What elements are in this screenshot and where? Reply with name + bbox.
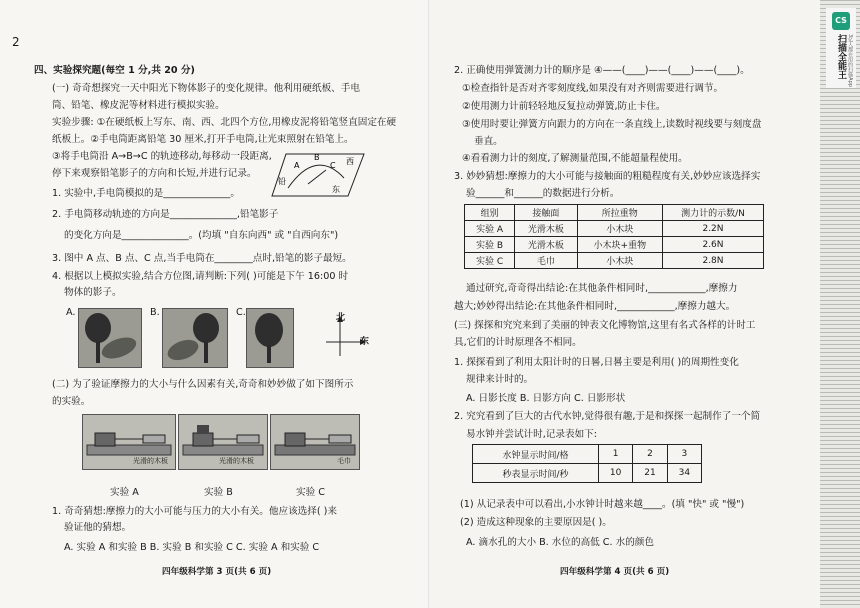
step-text: 垂直。 bbox=[474, 136, 503, 147]
table-row bbox=[473, 445, 702, 464]
table-row bbox=[465, 253, 764, 269]
steps-text: 停下来观察铅笔影子的方向和长短,并进行记录。 bbox=[52, 168, 257, 179]
diagram-label: 西 bbox=[346, 157, 354, 166]
question-r9-options: A. 日影长度 B. 日影方向 C. 日影形状 bbox=[466, 393, 626, 404]
page-right bbox=[430, 0, 860, 608]
table-row bbox=[465, 237, 764, 253]
table-cell: 实验 B bbox=[465, 237, 515, 253]
option-c-image bbox=[246, 308, 294, 368]
table-cell: 小木块 bbox=[577, 253, 662, 269]
diagram-label: 铅 bbox=[278, 177, 286, 186]
steps-text: 纸板上。②手电筒距离铅笔 30 厘米,打开手电筒,让光束照射在铅笔上。 bbox=[52, 134, 354, 145]
table-header: 组别 bbox=[465, 205, 515, 221]
experiment-b-image bbox=[178, 414, 268, 470]
cs-logo-icon: CS bbox=[832, 12, 850, 30]
table-cell: 2.2N bbox=[663, 221, 764, 237]
table-cell: 实验 C bbox=[465, 253, 515, 269]
page-edge bbox=[820, 0, 860, 608]
question-5: 验证他的猜想。 bbox=[64, 522, 132, 533]
table-row bbox=[473, 464, 702, 483]
experiment-a-caption: 实验 A bbox=[110, 487, 139, 498]
step-text: ④看看测力计的刻度,了解测量范围,不能超量程使用。 bbox=[462, 153, 688, 164]
option-c-label: C. bbox=[236, 307, 246, 318]
table-cell: 光滑木板 bbox=[515, 237, 577, 253]
page-footer: 四年级科学第 4 页(共 6 页) bbox=[560, 567, 670, 577]
table-cell: 1 bbox=[598, 445, 632, 464]
margin-mark: 2 bbox=[12, 35, 20, 49]
table-cell: 2.6N bbox=[663, 237, 764, 253]
experiment-a-image bbox=[82, 414, 176, 470]
table-cell: 实验 A bbox=[465, 221, 515, 237]
steps-text: ③将手电筒沿 A→B→C 的轨迹移动,每移动一段距离, bbox=[52, 151, 272, 162]
question-1: 1. 实验中,手电筒模拟的是______________。 bbox=[52, 188, 240, 199]
question-r11: (1) 从记录表中可以看出,小水钟计时越来越____。(填 "快" 或 "慢") bbox=[460, 499, 745, 510]
question-r3: 验______和______的数据进行分析。 bbox=[466, 188, 620, 199]
step-text: ②使用测力计前轻轻地反复拉动弹簧,防止卡住。 bbox=[462, 101, 666, 112]
compass-north-label: 北 bbox=[336, 313, 346, 323]
surface-label: 光滑的木板 bbox=[219, 457, 254, 465]
compass-east-label: 东 bbox=[360, 337, 370, 347]
experiment-c-image bbox=[270, 414, 360, 470]
conclusion-text: 通过研究,奇奇得出结论:在其他条件相同时,____________,摩擦力 bbox=[466, 283, 738, 294]
surface-label: 毛巾 bbox=[337, 457, 351, 465]
question-2: 的变化方向是______________。(均填 "自东向西" 或 "自西向东") bbox=[64, 230, 339, 241]
table-cell: 水钟显示时间/格 bbox=[473, 445, 599, 464]
question-4: 物体的影子。 bbox=[64, 287, 122, 298]
table-cell: 10 bbox=[598, 464, 632, 483]
brand-subtext: 3亿人都在用的扫描App bbox=[847, 34, 853, 87]
step-text: ③使用时要让弹簧方向跟力的方向在一条直线上,读数时视线要与刻度盘 bbox=[462, 119, 762, 130]
question-r10: 易水钟并尝试计时,记录表如下: bbox=[466, 429, 598, 440]
table-header: 测力计的示数/N bbox=[663, 205, 764, 221]
step-text: ①检查指针是否对齐零刻度线,如果没有对齐则需要进行调节。 bbox=[462, 83, 724, 94]
question-3: 3. 图中 A 点、B 点、C 点,当手电筒在________点时,铅笔的影子最短。 bbox=[52, 253, 352, 264]
experiment-b-caption: 实验 B bbox=[204, 487, 233, 498]
question-2: 2. 手电筒移动轨迹的方向是______________,铅笔影子 bbox=[52, 209, 279, 220]
scanner-watermark bbox=[826, 8, 856, 88]
friction-table bbox=[464, 204, 764, 269]
option-b-image bbox=[162, 308, 228, 368]
part1-text: (一) 奇奇想探究一天中阳光下物体影子的变化规律。他利用硬纸板、手电 bbox=[52, 83, 360, 94]
table-cell: 2.8N bbox=[663, 253, 764, 269]
table-cell: 21 bbox=[633, 464, 667, 483]
part3-text: (三) 探探和究究来到了美丽的钟表文化博物馆,这里有名式各样的计时工 bbox=[454, 320, 756, 331]
page-footer: 四年级科学第 3 页(共 6 页) bbox=[162, 567, 272, 577]
table-cell: 小木块 bbox=[577, 221, 662, 237]
surface-label: 光滑的木板 bbox=[133, 457, 168, 465]
diagram-label: 东 bbox=[332, 185, 340, 194]
diagram-label: B bbox=[314, 153, 320, 162]
water-clock-table bbox=[472, 444, 702, 483]
table-cell: 秒表显示时间/秒 bbox=[473, 464, 599, 483]
part2-text: (二) 为了验证摩擦力的大小与什么因素有关,奇奇和妙妙做了如下图所示 bbox=[52, 379, 354, 390]
table-header: 所拉重物 bbox=[577, 205, 662, 221]
experiment-c-caption: 实验 C bbox=[296, 487, 325, 498]
question-r2: 2. 正确使用弹簧测力计的顺序是 ④——(____)——(____)——(____)。 bbox=[454, 65, 750, 76]
steps-text: 实验步骤: ①在硬纸板上写东、南、西、北四个方位,用橡皮泥将铅笔竖直固定在硬 bbox=[52, 117, 397, 128]
part1-text: 筒、铅笔、橡皮泥等材料进行模拟实验。 bbox=[52, 100, 225, 111]
question-5: 1. 奇奇猜想:摩擦力的大小可能与压力的大小有关。他应该选择( )来 bbox=[52, 506, 338, 517]
question-r9: 规律来计时的。 bbox=[466, 374, 534, 385]
part2-text: 的实验。 bbox=[52, 396, 91, 407]
question-r9: 1. 探探看到了利用太阳计时的日晷,日晷主要是利用( )的周期性变化 bbox=[454, 357, 739, 368]
option-a-label: A. bbox=[66, 307, 76, 318]
conclusion-text: 越大;妙妙得出结论:在其他条件相同时,____________,摩擦力越大。 bbox=[454, 301, 736, 312]
section-title: 四、实验探究题(每空 1 分,共 20 分) bbox=[34, 65, 195, 76]
table-cell: 小木块+重物 bbox=[577, 237, 662, 253]
option-a-image bbox=[78, 308, 142, 368]
part3-text: 具,它们的计时原理各不相同。 bbox=[454, 337, 582, 348]
diagram-label: A bbox=[294, 161, 300, 170]
diagram-label: C bbox=[330, 161, 336, 170]
direction-diagram bbox=[268, 146, 368, 200]
question-r3: 3. 妙妙猜想:摩擦力的大小可能与接触面的粗糙程度有关,妙妙应该选择实 bbox=[454, 171, 761, 182]
table-row bbox=[465, 221, 764, 237]
question-5-options: A. 实验 A 和实验 B B. 实验 B 和实验 C C. 实验 A 和实验 C bbox=[64, 542, 320, 553]
question-r10: 2. 究究看到了巨大的古代水钟,觉得很有趣,于是和探探一起制作了一个简 bbox=[454, 411, 761, 422]
table-header: 接触面 bbox=[515, 205, 577, 221]
table-cell: 毛巾 bbox=[515, 253, 577, 269]
brand-text: 扫描全能王 bbox=[836, 34, 846, 79]
question-r12: (2) 造成这种现象的主要原因是( )。 bbox=[460, 517, 612, 528]
table-cell: 2 bbox=[633, 445, 667, 464]
table-cell: 3 bbox=[667, 445, 701, 464]
option-b-label: B. bbox=[150, 307, 160, 318]
table-cell: 34 bbox=[667, 464, 701, 483]
question-r12-options: A. 滴水孔的大小 B. 水位的高低 C. 水的颜色 bbox=[466, 537, 654, 548]
question-4: 4. 根据以上模拟实验,结合方位图,请判断:下列( )可能是下午 16:00 时 bbox=[52, 271, 349, 282]
table-cell: 光滑木板 bbox=[515, 221, 577, 237]
